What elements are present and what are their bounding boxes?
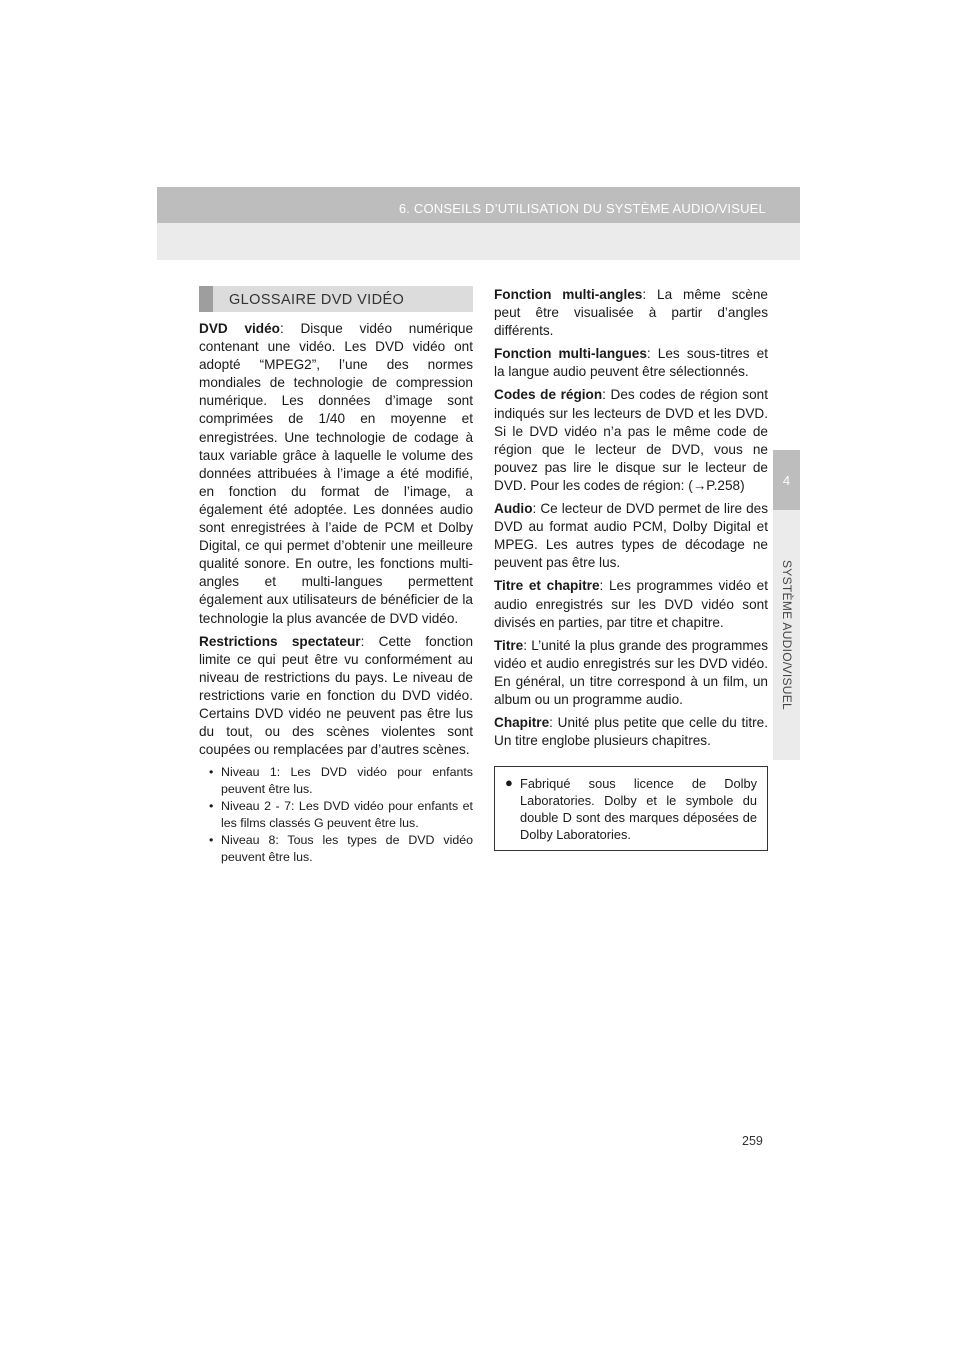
entry-term: Codes de région [494,387,603,403]
glossary-entry-audio [494,500,768,572]
glossary-entry-restrictions [199,633,473,760]
section-title: GLOSSAIRE DVD VIDÉO [229,292,405,308]
glossary-entry-multi-angles [494,286,768,340]
dolby-note-box [494,766,768,851]
chapter-tab-label: SYSTÈME AUDIO/VISUEL [779,559,794,711]
note-row [505,775,757,843]
section-marker [199,286,213,312]
right-column [494,286,768,851]
restriction-levels-list [199,764,473,865]
entry-term: Chapitre [494,715,550,731]
entry-term: Titre et chapitre [494,578,600,594]
list-item: • Niveau 1: Les DVD vidéo pour enfants peuvent être lus. [209,764,473,797]
left-column [199,286,473,866]
entry-definition: : Unité plus petite que celle du titre. Un titre englobe plusieurs chapitres. [494,715,768,749]
glossary-entry-title-chapter [494,577,768,631]
bullet-icon: ● [505,775,513,791]
glossary-entry-multi-langues [494,345,768,381]
list-item: • Niveau 8: Tous les types de DVD vidéo peuvent être lus. [209,832,473,865]
section-heading [199,286,473,312]
chapter-title: 6. CONSEILS D’UTILISATION DU SYSTÈME AUDIO/VISUEL [398,201,766,216]
entry-definition: : L’unité la plus grande des programmes vidéo et audio enregistrés sur les DVD vidéo. En général, un titre correspond à un film, un album ou un programme audio. [494,637,768,707]
note-text: Fabriqué sous licence de Dolby Laboratories. Dolby et le symbole du double D sont des marques déposées de Dolby Laboratories. [520,776,757,843]
glossary-entry-title [494,637,768,709]
entry-term: Fonction multi-angles [494,287,643,302]
entry-term: Audio [494,501,533,517]
chapter-tab [773,510,800,760]
entry-term: DVD vidéo [199,321,280,336]
glossary-entry-dvd-video [199,320,473,628]
entry-definition: : Cette fonction limite ce qui peut être vu conformément au niveau de restrictions du pays. Le niveau de restrictions varie en fonction du DVD vidéo. Certains DVD vidéo ne peuvent pas être lus du tout, ou des scènes violentes sont coupées ou remplacées par d’autres scènes. [199,633,474,758]
chapter-tab-number: 4 [773,450,800,510]
entry-definition: : Disque vidéo numérique contenant une vidéo. Les DVD vidéo ont adopté “MPEG2”, l’une des normes mondiales de technologie de compression numérique. Les données d’image sont comprimées de 1/40 en moyenne et enregistrées. Une technologie de codage à taux variable grâce à laquelle le volume des données attribuées à l’image a été modifié, en fonction du format de l’image, a également été adoptée. Les données audio sont enregistrées à l’aide de PCM et Dolby Digital, ce qui permet d’obtenir une meilleure qualité sonore. En outre, les fonctions multi-angles et multi-langues permettent également aux utilisateurs de bénéficier de la technologie la plus avancée de DVD vidéo. [199,321,473,626]
entry-term: Restrictions spectateur [199,633,361,649]
entry-term: Fonction multi-langues [494,346,647,362]
entry-definition: : Les programmes vidéo et audio enregistrés sur les DVD vidéo sont divisés en parties, par titre et chapitre. [494,578,769,630]
entry-definition: : Les sous-titres et la langue audio peuvent être sélectionnés. [494,346,769,380]
glossary-entry-region-codes [494,386,768,495]
glossary-entry-chapter [494,714,768,750]
entry-term: Titre [494,637,524,653]
chapter-header [157,187,800,223]
page-number: 259 [742,1134,763,1148]
entry-definition: : La même scène peut être visualisée à partir d’angles différents. [494,287,768,339]
entry-definition: : Des codes de région sont indiqués sur les lecteurs de DVD et les DVD. Si le DVD vidéo n’a pas le même code de région que le lecteur de DVD, vous ne pouvez pas lire le disque sur le lecteur de DVD. Pour les codes de région: (→P.258) [494,387,768,493]
header-subband [157,223,800,260]
entry-definition: : Ce lecteur de DVD permet de lire des DVD au format audio PCM, Dolby Digital et MPEG. Les autres types de décodage ne peuvent pas être lus. [494,501,768,571]
list-item: • Niveau 2 - 7: Les DVD vidéo pour enfants et les films classés G peuvent être lus. [209,798,473,831]
